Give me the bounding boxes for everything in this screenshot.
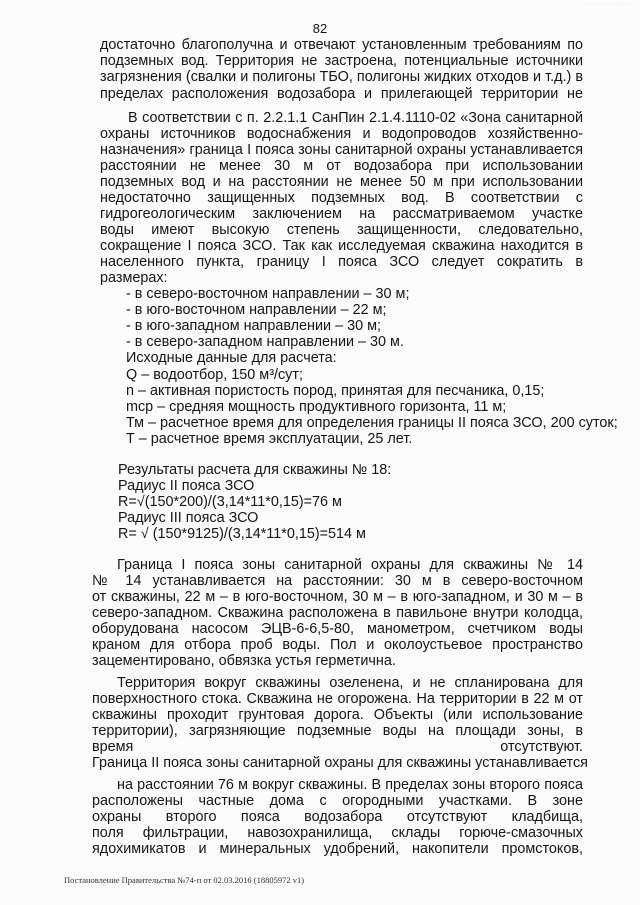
text-line: - в северо-восточном направлении – 30 м;	[126, 286, 410, 302]
text-line: сокращение I пояса ЗСО. Так как исследуемая скважина находится в	[100, 238, 583, 254]
text-line: достаточно благополучна и отвечают установленным требованиям по	[100, 37, 583, 53]
text-line: n – активная пористость пород, принятая для песчаника, 0,15;	[126, 383, 545, 399]
text-line: территории), загрязняющие подземные воды на площади зоны, в	[92, 723, 583, 739]
text-line: скважины проходит грунтовая дорога. Объекты (или использование	[92, 707, 583, 723]
text-line: пределах расположения водозабора и прилегающей территории не	[100, 86, 583, 102]
text-line: Граница II пояса зоны санитарной охраны для скважины устанавливается	[92, 755, 588, 771]
text-line: расстоянии не менее 30 м от водозабора при использовании	[100, 158, 583, 174]
text-line: Граница I пояса зоны санитарной охраны для скважины № 14	[117, 557, 583, 573]
text-line: mср – средняя мощность продуктивного горизонта, 11 м;	[126, 399, 507, 415]
text-line: недостаточно защищенных подземных вод. В соответствии с	[100, 190, 583, 206]
text-line: - в юго-восточном направлении – 22 м;	[126, 302, 387, 318]
text-line: охраны второго пояса водозабора отсутствуют кладбища,	[92, 809, 583, 825]
text-line: размерах:	[100, 270, 168, 286]
document-footer: Постановление Правительства №74-п от 02.03.2016 (18805972 v1)	[64, 875, 305, 885]
text-line: ядохимикатов и минеральных удобрений, накопители промстоков,	[92, 841, 583, 857]
text-line: - в северо-западном направлении – 30 м.	[126, 334, 404, 350]
text-line: поверхностного стока. Скважина не огорожена. На территории в 22 м от	[92, 691, 583, 707]
text-line: R=√(150*200)/(3,14*11*0,15)=76 м	[118, 494, 342, 510]
scan-corner-mark: · · · · · · · · · · · · ·	[586, 2, 632, 8]
text-line: от скважины, 22 м – в юго-восточном, 30 м – в юго-западном, и 30 м – в	[92, 589, 583, 605]
text-line: время отсутствуют.	[92, 739, 583, 755]
text-line: назначения» граница I пояса зоны санитарной охраны устанавливается	[100, 142, 583, 158]
text-line: № 14 устанавливается на расстоянии: 30 м в северо-восточном	[92, 573, 583, 589]
text-line: населенного пункта, границу I пояса ЗСО следует сократить в	[100, 254, 583, 270]
page-number: 82	[312, 21, 328, 36]
text-line: подземных вод. Территория не застроена, потенциальные источники	[100, 53, 583, 69]
text-line: Радиус II пояса ЗСО	[118, 478, 255, 494]
text-line: Исходные данные для расчета:	[126, 350, 337, 366]
text-line: Радиус III пояса ЗСО	[118, 510, 259, 526]
text-line: - в юго-западном направлении – 30 м;	[126, 318, 381, 334]
text-line: загрязнения (свалки и полигоны ТБО, полигоны жидких отходов и т.д.) в	[100, 69, 583, 85]
text-line: краном для отбора проб воды. Пол и околоустьевое пространство	[92, 637, 583, 653]
text-line: В соответствии с п. 2.2.1.1 СанПин 2.1.4.1110-02 «Зона санитарной	[128, 110, 583, 126]
text-line: на расстоянии 76 м вокруг скважины. В пределах зоны второго пояса	[117, 777, 583, 793]
text-line: северо-западном. Скважина расположена в павильоне внутри колодца,	[92, 605, 583, 621]
text-line: гидрогеологическим заключением на рассматриваемом участке	[100, 206, 583, 222]
text-line: R= √ (150*9125)/(3,14*11*0,15)=514 м	[118, 526, 366, 542]
text-line: охраны источников водоснабжения и водопроводов хозяйственно-	[100, 126, 583, 142]
text-line: Тм – расчетное время для определения границы II пояса ЗСО, 200 суток;	[126, 415, 618, 431]
text-line: воды имеют высокую степень защищенности, следовательно,	[100, 222, 583, 238]
text-line: оборудована насосом ЭЦВ-6-6,5-80, манометром, счетчиком воды	[92, 621, 583, 637]
text-line: Территория вокруг скважины озеленена, и не спланирована для	[117, 675, 583, 691]
text-line: подземных вод и на расстоянии не менее 50 м при использовании	[100, 174, 583, 190]
text-line: Q – водоотбор, 150 м³/сут;	[126, 367, 303, 383]
text-line: зацементировано, обвязка устья герметична.	[92, 653, 396, 669]
text-line: Результаты расчета для скважины № 18:	[118, 462, 392, 478]
text-line: Т – расчетное время эксплуатации, 25 лет.	[126, 431, 413, 447]
text-line: поля фильтрации, навозохранилища, склады горюче-смазочных	[92, 825, 583, 841]
text-line: расположены частные дома с огородными участками. В зоне	[92, 793, 583, 809]
